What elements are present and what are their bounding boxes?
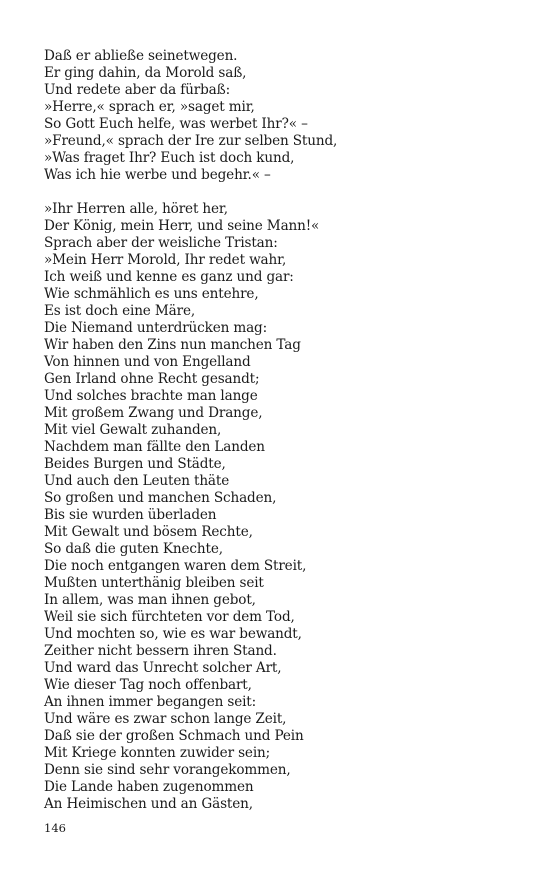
verse-line: »Was fraget Ihr? Euch ist doch kund,: [44, 150, 295, 166]
verse-line: Was ich hie werbe und begehr.« –: [44, 167, 271, 183]
verse-line: »Mein Herr Morold, Ihr redet wahr,: [44, 252, 287, 268]
verse-line: Mit großem Zwang und Drange,: [44, 405, 263, 421]
verse-line: Es ist doch eine Märe,: [44, 303, 196, 319]
verse-line: Und auch den Leuten thäte: [44, 473, 230, 489]
verse-text: [44, 48, 514, 813]
verse-line: Mit Gewalt und bösem Rechte,: [44, 524, 253, 540]
verse-line: Die noch entgangen waren dem Streit,: [44, 558, 307, 574]
verse-line: Daß er abließe seinetwegen.: [44, 48, 238, 64]
verse-line: Nachdem man fällte den Landen: [44, 439, 265, 455]
verse-line: An ihnen immer begangen seit:: [44, 694, 257, 710]
verse-line: Beides Burgen und Städte,: [44, 456, 226, 472]
page-number: 146: [44, 821, 66, 835]
verse-line: Gen Irland ohne Recht gesandt;: [44, 371, 260, 387]
verse-line: Weil sie sich fürchteten vor dem Tod,: [44, 609, 295, 625]
verse-line: »Herre,« sprach er, »saget mir,: [44, 99, 255, 115]
verse-line: Und redete aber da fürbaß:: [44, 82, 231, 98]
verse-line: Und solches brachte man lange: [44, 388, 258, 404]
verse-line: Und ward das Unrecht solcher Art,: [44, 660, 282, 676]
verse-line: »Ihr Herren alle, höret her,: [44, 201, 228, 217]
verse-line: Ich weiß und kenne es ganz und gar:: [44, 269, 294, 285]
verse-line: Sprach aber der weisliche Tristan:: [44, 235, 278, 251]
verse-line: So daß die guten Knechte,: [44, 541, 223, 557]
verse-line: »Freund,« sprach der Ire zur selben Stund,: [44, 133, 338, 149]
verse-line: Wir haben den Zins nun manchen Tag: [44, 337, 301, 353]
verse-line: Bis sie wurden überladen: [44, 507, 217, 523]
verse-line: Und mochten so, wie es war bewandt,: [44, 626, 302, 642]
verse-line: Die Lande haben zugenommen: [44, 779, 254, 795]
verse-line: Der König, mein Herr, und seine Mann!«: [44, 218, 320, 234]
verse-line: Daß sie der großen Schmach und Pein: [44, 728, 304, 744]
verse-line: Zeither nicht bessern ihren Stand.: [44, 643, 277, 659]
verse-line: Mit Kriege konnten zuwider sein;: [44, 745, 271, 761]
verse-line: Denn sie sind sehr vorangekommen,: [44, 762, 291, 778]
verse-line: Mußten unterthänig bleiben seit: [44, 575, 264, 591]
verse-line: An Heimischen und an Gästen,: [44, 796, 253, 812]
verse-line: Mit viel Gewalt zuhanden,: [44, 422, 222, 438]
verse-line: In allem, was man ihnen gebot,: [44, 592, 256, 608]
verse-line: So Gott Euch helfe, was werbet Ihr?« –: [44, 116, 308, 132]
verse-line: Wie schmählich es uns entehre,: [44, 286, 259, 302]
verse-line: Die Niemand unterdrücken mag:: [44, 320, 268, 336]
verse-line: Und wäre es zwar schon lange Zeit,: [44, 711, 287, 727]
verse-line: Er ging dahin, da Morold saß,: [44, 65, 247, 81]
verse-line: Wie dieser Tag noch offenbart,: [44, 677, 252, 693]
verse-line: So großen und manchen Schaden,: [44, 490, 277, 506]
stanza-1: [44, 48, 514, 184]
verse-line: Von hinnen und von Engelland: [44, 354, 251, 370]
stanza-2: [44, 201, 514, 813]
